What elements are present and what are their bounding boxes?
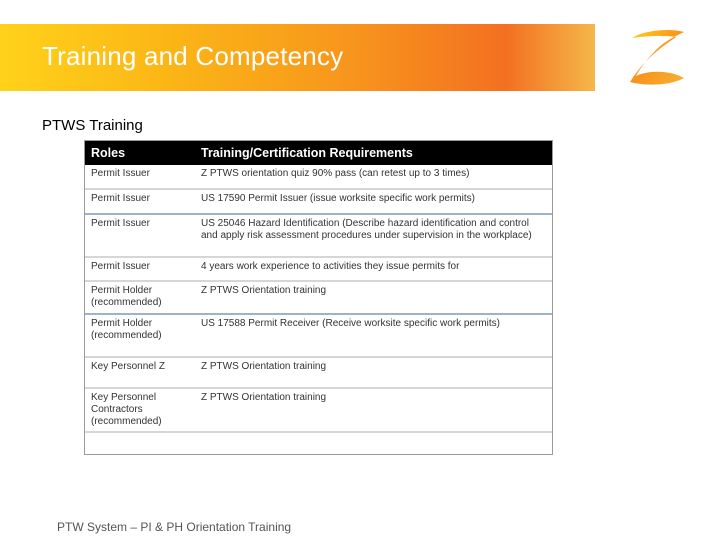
table-row [85,357,552,388]
table-row [85,281,552,314]
requirement-cell: Z PTWS Orientation training [195,357,552,388]
column-header-roles: Roles [85,141,195,165]
footer-text: PTW System – PI & PH Orientation Training [57,520,292,534]
role-cell: Permit Holder (recommended) [85,314,195,357]
role-cell: Permit Issuer [85,189,195,214]
requirement-cell: Z PTWS orientation quiz 90% pass (can retest up to 3 times) [195,165,552,189]
table-row [85,214,552,257]
requirement-cell: US 17588 Permit Receiver (Receive worksite specific work permits) [195,314,552,357]
z-logo-icon [626,26,688,88]
requirement-cell: 4 years work experience to activities they issue permits for [195,257,552,281]
role-cell: Key Personnel Z [85,357,195,388]
role-cell: Key Personnel Contractors (recommended) [85,388,195,433]
column-header-requirements: Training/Certification Requirements [195,141,552,165]
table-header-row [85,141,552,165]
training-table [84,140,553,455]
slide-title: Training and Competency [42,41,344,71]
role-cell: Permit Issuer [85,165,195,189]
table-row [85,165,552,189]
table-row [85,388,552,433]
requirement-cell: US 17590 Permit Issuer (issue worksite specific work permits) [195,189,552,214]
requirement-cell: Z PTWS Orientation training [195,388,552,433]
table-row [85,189,552,214]
table-row [85,314,552,357]
role-cell: Permit Holder (recommended) [85,281,195,314]
requirement-cell: US 25046 Hazard Identification (Describe hazard identification and control and apply risk assessment procedures under supervision in the workplace) [195,214,552,257]
role-cell: Permit Issuer [85,214,195,257]
requirement-cell: Z PTWS Orientation training [195,281,552,314]
role-cell: Permit Issuer [85,257,195,281]
table-row [85,257,552,281]
section-title: PTWS Training [42,117,143,134]
